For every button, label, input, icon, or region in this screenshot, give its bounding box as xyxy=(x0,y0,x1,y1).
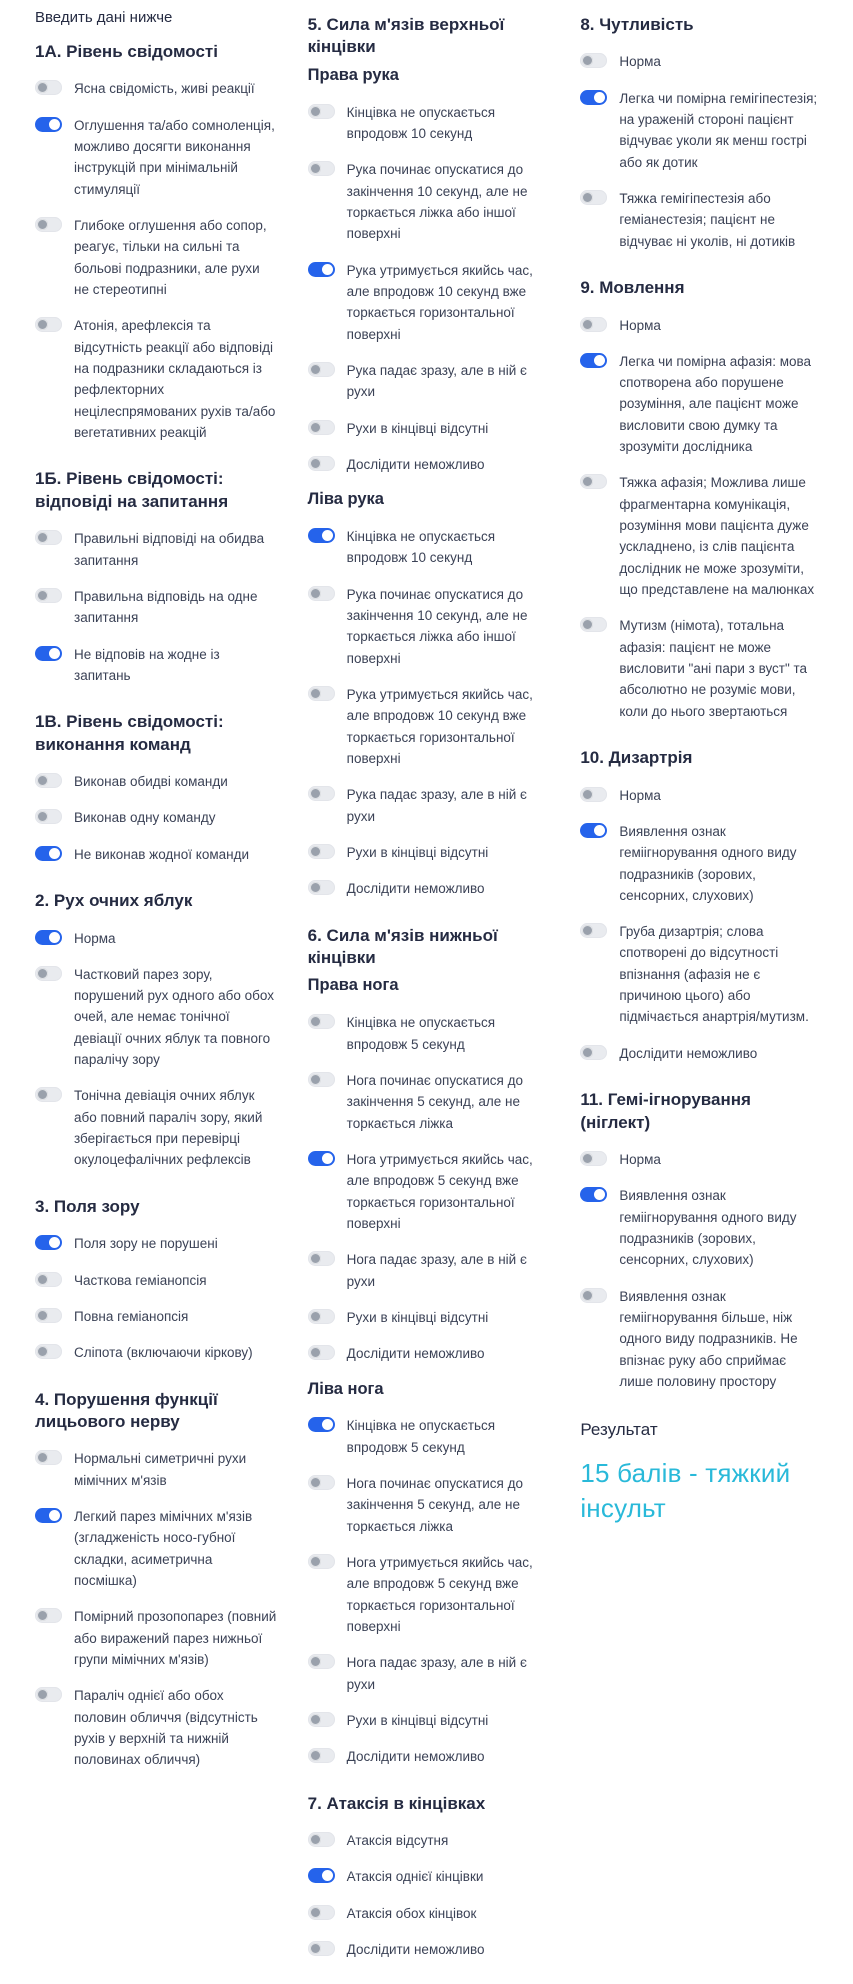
option-row xyxy=(308,1307,551,1328)
toggle-knob xyxy=(37,1274,48,1285)
option-label: Рука падає зразу, але в ній є рухи xyxy=(346,362,527,400)
option-label: Поля зору не порушені xyxy=(74,1236,218,1252)
toggle-switch[interactable] xyxy=(580,787,607,802)
toggle-knob xyxy=(37,1346,48,1357)
option-row xyxy=(308,784,551,827)
option-row xyxy=(580,1286,823,1393)
column-3 xyxy=(580,6,823,1960)
section-title: 4. Порушення функції лицьового нерву xyxy=(35,1389,218,1431)
toggle-switch[interactable] xyxy=(35,588,62,603)
option-row xyxy=(580,1149,823,1170)
toggle-knob xyxy=(37,319,48,330)
toggle-knob xyxy=(37,811,48,822)
toggle-switch[interactable] xyxy=(35,80,62,95)
toggle-switch[interactable] xyxy=(35,217,62,232)
toggle-knob xyxy=(37,1089,48,1100)
toggle-knob xyxy=(49,1237,60,1248)
option-label: Виявлення ознак геміігнорування одного виду подразників (зорових, сенсорних, слухових) xyxy=(619,1188,797,1268)
option-label: Нога утримується якийсь час, але впродовж 5 секунд вже торкається горизонтальної поверхні xyxy=(346,1554,533,1634)
option-label: Рухи в кінцівці відсутні xyxy=(346,1309,489,1325)
option-label: Тяжка гемігіпестезія або геміанестезія; пацієнт не відчуває ні уколів, ні дотиків xyxy=(619,191,796,249)
option-label: Виконав одну команду xyxy=(74,810,216,826)
toggle-knob xyxy=(310,1347,321,1358)
option-row xyxy=(35,78,278,99)
option-label: Рука утримується якийсь час, але впродовж 10 секунд вже торкається горизонтальної поверхні xyxy=(346,262,533,342)
toggle-switch[interactable] xyxy=(35,1344,62,1359)
toggle-switch[interactable] xyxy=(35,809,62,824)
section-title: 10. Дизартрія xyxy=(580,748,693,768)
toggle-switch[interactable] xyxy=(580,190,607,205)
toggle-switch[interactable] xyxy=(308,1905,335,1920)
toggle-switch[interactable] xyxy=(308,362,335,377)
toggle-switch[interactable] xyxy=(580,1288,607,1303)
toggle-knob xyxy=(582,619,593,630)
option-label: Не виконав жодної команди xyxy=(74,846,249,862)
option-label: Норма xyxy=(74,930,116,946)
toggle-switch[interactable] xyxy=(308,1151,335,1166)
toggle-knob xyxy=(582,476,593,487)
option-label: Параліч однієї або обох половин обличчя (відсутність рухів у верхній та нижній половинах обличчя) xyxy=(74,1688,258,1768)
option-label: Норма xyxy=(619,317,661,333)
toggle-switch[interactable] xyxy=(35,646,62,661)
toggle-switch[interactable] xyxy=(308,880,335,895)
option-label: Легка чи помірна афазія: мова спотворена або порушене розуміння, але пацієнт може висловити свою думку та зрозуміти дослідника xyxy=(619,353,812,455)
column-3-blocks xyxy=(580,14,823,1392)
option-label: Повна геміанопсія xyxy=(74,1308,189,1324)
option-label: Оглушення та/або сомноленція, можливо досягти виконання інструкцій при мінімальній стимуляції xyxy=(74,117,275,197)
section-title: 1Б. Рівень свідомості: відповіді на запитання xyxy=(35,469,229,511)
option-row xyxy=(35,1506,278,1591)
option-row xyxy=(308,102,551,145)
option-row xyxy=(308,1249,551,1292)
toggle-knob xyxy=(594,92,605,103)
subsection-title: Ліва нога xyxy=(307,1379,384,1398)
option-label: Рухи в кінцівці відсутні xyxy=(346,844,489,860)
option-row xyxy=(308,526,551,569)
option-label: Дослідити неможливо xyxy=(346,881,485,897)
option-row xyxy=(580,1043,823,1064)
option-label: Часткова геміанопсія xyxy=(74,1272,207,1288)
option-row xyxy=(580,472,823,600)
page-title: Введить дані нижче xyxy=(35,9,173,26)
toggle-switch[interactable] xyxy=(308,1868,335,1883)
column-1-blocks xyxy=(35,41,278,1771)
option-label: Дослідити неможливо xyxy=(346,1749,485,1765)
option-row xyxy=(580,1185,823,1270)
option-label: Груба дизартрія; слова спотворені до відсутності впізнання (афазія не є причиною цього) або підмічається анартрія/мутизм. xyxy=(619,924,809,1025)
option-row xyxy=(35,1685,278,1770)
option-label: Виявлення ознак геміігнорування одного виду подразників (зорових, сенсорних, слухових) xyxy=(619,823,797,903)
option-label: Норма xyxy=(619,787,661,803)
option-row xyxy=(35,644,278,687)
toggle-switch[interactable] xyxy=(308,1941,335,1956)
toggle-switch[interactable] xyxy=(308,686,335,701)
toggle-knob xyxy=(49,848,60,859)
option-row xyxy=(308,584,551,669)
option-row xyxy=(35,1233,278,1254)
option-label: Нога починає опускатися до закінчення 5 секунд, але не торкається ліжка xyxy=(346,1072,523,1131)
toggle-switch[interactable] xyxy=(35,1450,62,1465)
column-2 xyxy=(308,6,551,1960)
section-title: 11. Гемі-ігнорування (ніглект) xyxy=(580,1090,751,1132)
option-row xyxy=(580,315,823,336)
toggle-knob xyxy=(582,1047,593,1058)
toggle-knob xyxy=(37,590,48,601)
option-row xyxy=(308,878,551,899)
option-label: Норма xyxy=(619,54,661,70)
toggle-knob xyxy=(310,1834,321,1845)
toggle-switch[interactable] xyxy=(580,90,607,105)
toggle-knob xyxy=(310,458,321,469)
toggle-switch[interactable] xyxy=(35,846,62,861)
option-label: Кінцівка не опускається впродовж 10 секунд xyxy=(346,529,496,566)
option-label: Нога падає зразу, але в ній є рухи xyxy=(346,1655,527,1692)
option-row xyxy=(35,964,278,1071)
toggle-switch[interactable] xyxy=(35,1308,62,1323)
toggle-knob xyxy=(37,532,48,543)
subsection-title: Права нога xyxy=(307,976,399,995)
option-label: Нога падає зразу, але в ній є рухи xyxy=(346,1252,527,1289)
option-label: Атонія, арефлексія та відсутність реакції або відповіді на подразники складаються із рефлекторних нецілеспрямованих рухів та/або вегетативних реакцій xyxy=(74,318,276,441)
option-row xyxy=(35,528,278,571)
option-row xyxy=(35,1306,278,1327)
option-row xyxy=(35,315,278,443)
option-label: Легка чи помірна гемігіпестезія; на ураженій стороні пацієнт відчуває уколи як менш гострі або як дотик xyxy=(619,90,818,170)
option-row xyxy=(308,1473,551,1537)
section-title: 6. Сила м'язів нижньої кінцівки xyxy=(307,925,498,968)
toggle-switch[interactable] xyxy=(580,823,607,838)
toggle-switch[interactable] xyxy=(308,1712,335,1727)
toggle-knob xyxy=(310,1714,321,1725)
toggle-knob xyxy=(310,1556,321,1567)
toggle-switch[interactable] xyxy=(308,844,335,859)
subsection-title: Ліва рука xyxy=(307,490,384,509)
option-row xyxy=(308,1746,551,1767)
toggle-knob xyxy=(310,422,321,433)
result-label: Результат xyxy=(580,1420,658,1440)
toggle-switch[interactable] xyxy=(580,53,607,68)
option-row xyxy=(580,51,823,72)
option-row xyxy=(308,1652,551,1695)
toggle-switch[interactable] xyxy=(308,1072,335,1087)
toggle-switch[interactable] xyxy=(580,923,607,938)
option-row xyxy=(35,771,278,792)
toggle-switch[interactable] xyxy=(308,586,335,601)
option-label: Помірний прозопопарез (повний або виражений парез нижньої групи мімічних м'язів) xyxy=(74,1609,277,1668)
option-label: Рухи в кінцівці відсутні xyxy=(346,1712,489,1728)
toggle-knob xyxy=(310,882,321,893)
toggle-knob xyxy=(310,1016,321,1027)
toggle-knob xyxy=(322,264,333,275)
toggle-knob xyxy=(582,789,593,800)
section-title: 3. Поля зору xyxy=(35,1196,140,1216)
option-label: Атаксія відсутня xyxy=(346,1832,449,1848)
option-label: Кінцівка не опускається впродовж 10 секунд xyxy=(346,104,496,141)
toggle-switch[interactable] xyxy=(35,1508,62,1523)
option-row xyxy=(308,1012,551,1055)
option-label: Дослідити неможливо xyxy=(619,1045,758,1061)
toggle-switch[interactable] xyxy=(308,420,335,435)
option-row xyxy=(308,260,551,345)
option-row xyxy=(308,1070,551,1134)
section-title: 1А. Рівень свідомості xyxy=(35,42,218,61)
toggle-knob xyxy=(322,1153,333,1164)
toggle-switch[interactable] xyxy=(580,317,607,332)
option-row xyxy=(35,1606,278,1670)
toggle-knob xyxy=(310,1656,321,1667)
toggle-knob xyxy=(49,932,60,943)
toggle-knob xyxy=(310,1477,321,1488)
option-label: Тяжка афазія; Можлива лише фрагментарна комунікація, розуміння мови пацієнта дуже ускладнено, із слів пацієнта дослідник не може зрозуміти, що представлене на малюнках xyxy=(619,475,815,598)
option-row xyxy=(308,1552,551,1637)
section-title: 5. Сила м'язів верхньої кінцівки xyxy=(307,15,505,57)
option-label: Дослідити неможливо xyxy=(346,456,485,472)
toggle-switch[interactable] xyxy=(35,966,62,981)
toggle-knob xyxy=(310,163,321,174)
option-label: Нога утримується якийсь час, але впродовж 5 секунд вже торкається горизонтальної поверхні xyxy=(346,1151,533,1231)
toggle-switch[interactable] xyxy=(308,1554,335,1569)
option-label: Легкий парез мімічних м'язів (згладженість носо-губної складки, асиметрична посмішка) xyxy=(74,1509,253,1589)
toggle-knob xyxy=(582,192,593,203)
option-row xyxy=(308,1710,551,1731)
option-row xyxy=(35,115,278,200)
toggle-switch[interactable] xyxy=(35,530,62,545)
option-label: Атаксія обох кінцівок xyxy=(346,1905,477,1921)
toggle-switch[interactable] xyxy=(308,786,335,801)
toggle-knob xyxy=(37,1610,48,1621)
option-row xyxy=(35,215,278,300)
option-row xyxy=(35,1342,278,1363)
toggle-switch[interactable] xyxy=(35,773,62,788)
toggle-switch[interactable] xyxy=(308,1832,335,1847)
option-row xyxy=(308,684,551,769)
toggle-knob xyxy=(594,355,605,366)
toggle-knob xyxy=(582,55,593,66)
toggle-switch[interactable] xyxy=(308,161,335,176)
toggle-knob xyxy=(310,688,321,699)
option-label: Сліпота (включаючи кіркову) xyxy=(74,1345,253,1361)
option-label: Нормальні симетричні рухи мімічних м'язів xyxy=(74,1451,247,1488)
option-label: Тонічна девіація очних яблук або повний параліч зору, який зберігається при перевірці окулоцефалічних рефлексів xyxy=(74,1088,263,1168)
section-title: 9. Мовлення xyxy=(580,278,685,298)
toggle-switch[interactable] xyxy=(35,1608,62,1623)
toggle-knob xyxy=(310,106,321,117)
toggle-switch[interactable] xyxy=(308,1345,335,1360)
option-row xyxy=(35,844,278,865)
toggle-knob xyxy=(322,530,333,541)
option-row xyxy=(35,1085,278,1170)
option-row xyxy=(308,1343,551,1364)
toggle-knob xyxy=(310,788,321,799)
option-row xyxy=(308,1415,551,1458)
option-label: Глибоке оглушення або сопор, реагує, тільки на сильні та больові подразники, але рухи не стереотипні xyxy=(74,218,267,298)
option-label: Мутизм (німота), тотальна афазія: пацієнт не може висловити "ані пари з вуст" та абсолютно не розуміє мови, коли до нього звертаються xyxy=(619,618,808,719)
option-label: Кінцівка не опускається впродовж 5 секунд xyxy=(346,1418,496,1455)
option-label: Частковий парез зору, порушений рух одного або обох очей, але немає тонічної девіації очних яблук та повного паралічу зору xyxy=(74,966,274,1068)
option-row xyxy=(308,1866,551,1887)
option-label: Рухи в кінцівці відсутні xyxy=(346,420,489,436)
toggle-switch[interactable] xyxy=(35,930,62,945)
toggle-knob xyxy=(322,1419,333,1430)
column-2-blocks xyxy=(308,14,551,1960)
toggle-knob xyxy=(37,1689,48,1700)
toggle-knob xyxy=(310,1311,321,1322)
toggle-switch[interactable] xyxy=(35,117,62,132)
toggle-knob xyxy=(310,1907,321,1918)
toggle-knob xyxy=(582,1290,593,1301)
toggle-switch[interactable] xyxy=(308,1309,335,1324)
toggle-knob xyxy=(49,1510,60,1521)
option-label: Дослідити неможливо xyxy=(346,1346,485,1362)
option-row xyxy=(580,188,823,252)
toggle-switch[interactable] xyxy=(308,104,335,119)
toggle-knob xyxy=(322,1870,333,1881)
toggle-knob xyxy=(37,219,48,230)
toggle-switch[interactable] xyxy=(35,1272,62,1287)
option-label: Ясна свідомість, живі реакції xyxy=(74,81,255,97)
option-row xyxy=(35,1270,278,1291)
column-1 xyxy=(35,6,278,1960)
toggle-knob xyxy=(37,775,48,786)
option-row xyxy=(308,1903,551,1924)
option-row xyxy=(580,921,823,1028)
toggle-switch[interactable] xyxy=(580,1045,607,1060)
option-row xyxy=(580,615,823,722)
toggle-knob xyxy=(310,588,321,599)
option-row xyxy=(35,1448,278,1491)
option-label: Рука починає опускатися до закінчення 10 секунд, але не торкається ліжка або іншої поверхні xyxy=(346,586,528,666)
toggle-switch[interactable] xyxy=(308,262,335,277)
option-label: Дослідити неможливо xyxy=(346,1941,485,1957)
option-label: Правильна відповідь на одне запитання xyxy=(74,588,258,626)
toggle-switch[interactable] xyxy=(35,1087,62,1102)
option-row xyxy=(35,807,278,828)
toggle-knob xyxy=(37,1452,48,1463)
toggle-switch[interactable] xyxy=(308,1475,335,1490)
option-label: Рука починає опускатися до закінчення 10 секунд, але не торкається ліжка або іншої поверхні xyxy=(346,162,528,242)
toggle-knob xyxy=(37,968,48,979)
option-label: Рука падає зразу, але в ній є рухи xyxy=(346,787,527,824)
option-label: Нога починає опускатися до закінчення 5 секунд, але не торкається ліжка xyxy=(346,1475,523,1534)
option-row xyxy=(308,1149,551,1234)
toggle-knob xyxy=(582,319,593,330)
option-row xyxy=(308,418,551,439)
option-label: Не відповів на жодне із запитань xyxy=(74,646,220,683)
toggle-knob xyxy=(582,1153,593,1164)
option-row xyxy=(308,454,551,475)
option-row xyxy=(35,928,278,949)
toggle-switch[interactable] xyxy=(35,1235,62,1250)
toggle-switch[interactable] xyxy=(580,617,607,632)
toggle-knob xyxy=(310,1943,321,1954)
option-label: Правильні відповіді на обидва запитання xyxy=(74,531,265,568)
toggle-switch[interactable] xyxy=(308,456,335,471)
toggle-switch[interactable] xyxy=(580,1151,607,1166)
option-row xyxy=(308,360,551,403)
option-label: Атаксія однієї кінцівки xyxy=(346,1869,484,1885)
toggle-switch[interactable] xyxy=(35,317,62,332)
toggle-switch[interactable] xyxy=(580,353,607,368)
toggle-switch[interactable] xyxy=(308,1251,335,1266)
toggle-knob xyxy=(37,82,48,93)
toggle-switch[interactable] xyxy=(308,1014,335,1029)
toggle-switch[interactable] xyxy=(308,1654,335,1669)
option-row xyxy=(580,351,823,458)
toggle-knob xyxy=(310,1074,321,1085)
toggle-switch[interactable] xyxy=(308,1748,335,1763)
option-row xyxy=(580,785,823,806)
section-title: 2. Рух очних яблук xyxy=(35,891,193,911)
toggle-knob xyxy=(310,846,321,857)
section-title: 8. Чутливість xyxy=(580,15,694,34)
toggle-knob xyxy=(310,1750,321,1761)
result-value: 15 балів - тяжкий інсульт xyxy=(580,1458,791,1523)
toggle-switch[interactable] xyxy=(580,474,607,489)
option-label: Норма xyxy=(619,1152,661,1167)
section-title: 7. Атаксія в кінцівках xyxy=(307,1793,486,1813)
toggle-switch[interactable] xyxy=(308,1417,335,1432)
toggle-knob xyxy=(37,1310,48,1321)
option-label: Виявлення ознак геміігнорування більше, ніж одного виду подразників. Не впізнає руку або сприймає лише половину простору xyxy=(619,1288,798,1389)
toggle-knob xyxy=(310,364,321,375)
toggle-switch[interactable] xyxy=(35,1687,62,1702)
toggle-knob xyxy=(582,925,593,936)
toggle-switch[interactable] xyxy=(580,1187,607,1202)
option-label: Кінцівка не опускається впродовж 5 секунд xyxy=(346,1015,496,1052)
option-row xyxy=(308,159,551,244)
option-label: Виконав обидві команди xyxy=(74,774,228,790)
option-row xyxy=(308,1830,551,1851)
option-row xyxy=(35,586,278,629)
option-row xyxy=(308,1939,551,1960)
toggle-knob xyxy=(49,119,60,130)
option-label: Рука утримується якийсь час, але впродовж 10 секунд вже торкається горизонтальної поверхні xyxy=(346,686,533,766)
toggle-knob xyxy=(594,825,605,836)
subsection-title: Права рука xyxy=(307,65,399,84)
toggle-knob xyxy=(594,1189,605,1200)
result-section xyxy=(580,1420,823,1525)
toggle-switch[interactable] xyxy=(308,528,335,543)
toggle-knob xyxy=(49,648,60,659)
section-title: 1В. Рівень свідомості: виконання команд xyxy=(35,712,224,754)
option-row xyxy=(580,821,823,906)
toggle-knob xyxy=(310,1253,321,1264)
option-row xyxy=(308,842,551,863)
option-row xyxy=(580,88,823,173)
